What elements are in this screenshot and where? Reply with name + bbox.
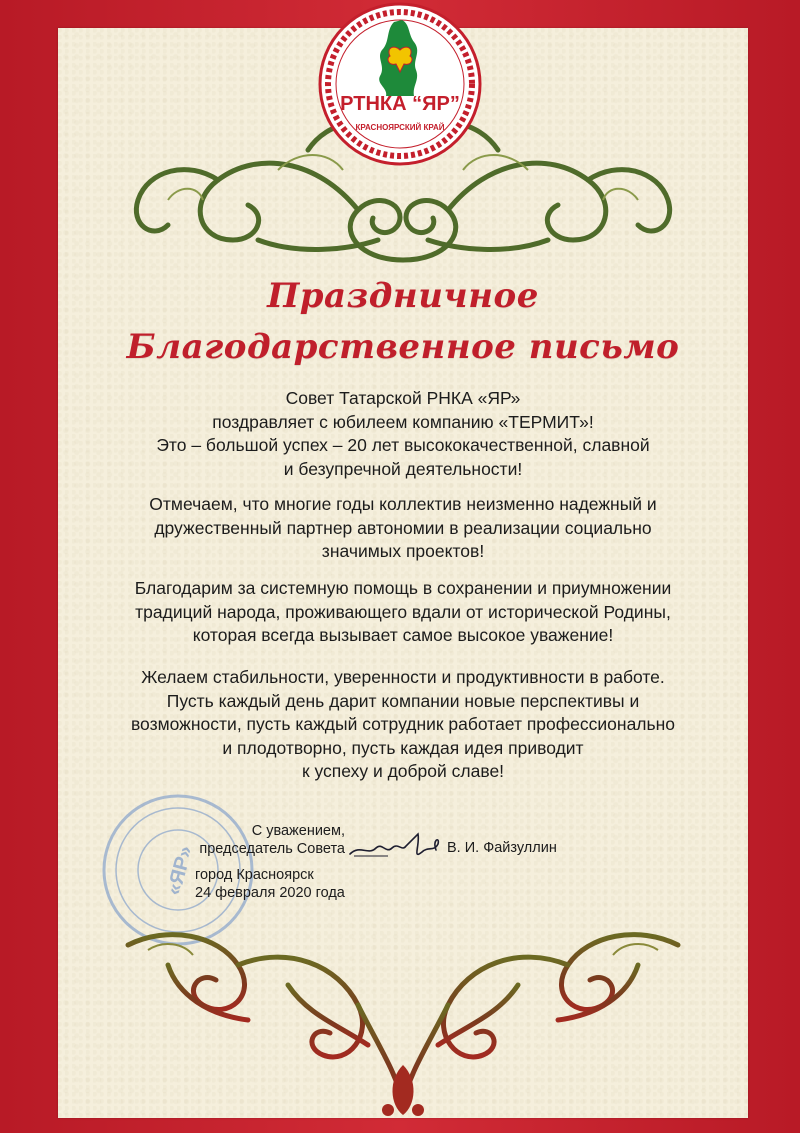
text-line: и безупречной деятельности!	[283, 458, 523, 479]
title-line-2: Благодарственное письмо	[126, 327, 680, 367]
text-line: значимых проектов!	[321, 541, 485, 561]
text-line: Пусть каждый день дарит компании новые перспективы и	[166, 690, 640, 711]
text-line: поздравляет с юбилеем компанию «ТЕРМИТ»!	[212, 411, 594, 432]
paragraph-partnership	[88, 493, 718, 564]
text-line: Отмечаем, что многие годы коллектив неизменно надежный и	[149, 494, 657, 514]
text-line: Благодарим за системную помощь в сохранении и приумножении	[134, 578, 672, 598]
text-line: к успеху и доброй славе!	[301, 761, 505, 781]
emblem-org-name: РТНКА “ЯР”	[340, 93, 460, 115]
date-text: 24 февраля 2020 года	[195, 885, 345, 901]
signature-title	[195, 822, 345, 858]
organization-emblem	[316, 0, 484, 168]
place-and-date	[195, 866, 345, 902]
paragraph-congratulation	[88, 387, 718, 481]
text-line: дружественный партнер автономии в реализации социально	[154, 517, 652, 538]
signatory-name: В. И. Файзуллин	[447, 840, 557, 856]
bottom-ornament	[108, 905, 698, 1125]
text-line: которая всегда вызывает самое высокое уважение!	[192, 625, 614, 645]
regards-text: С уважением,	[251, 823, 345, 839]
text-line: традиций народа, проживающего вдали от исторической Родины,	[135, 601, 671, 622]
paragraph-wishes	[88, 666, 718, 784]
emblem-region: КРАСНОЯРСКИЙ КРАЙ	[355, 123, 445, 132]
position-text: председатель Совета	[199, 841, 345, 857]
stamp-center-text: «ЯР»	[162, 843, 198, 898]
city-text: город Красноярск	[195, 867, 314, 883]
paragraph-gratitude	[88, 577, 718, 648]
text-line: Это – большой успех – 20 лет высококачественной, славной	[156, 435, 650, 455]
text-line: Совет Татарской РНКА «ЯР»	[285, 388, 521, 408]
text-line: и плодотворно, пусть каждая идея приводит	[222, 737, 584, 758]
handwritten-signature	[348, 826, 453, 866]
text-line: возможности, пусть каждый сотрудник работает профессионально	[130, 714, 676, 734]
title-line-1: Праздничное	[267, 276, 539, 316]
text-line: Желаем стабильности, уверенности и продуктивности в работе.	[141, 667, 665, 687]
